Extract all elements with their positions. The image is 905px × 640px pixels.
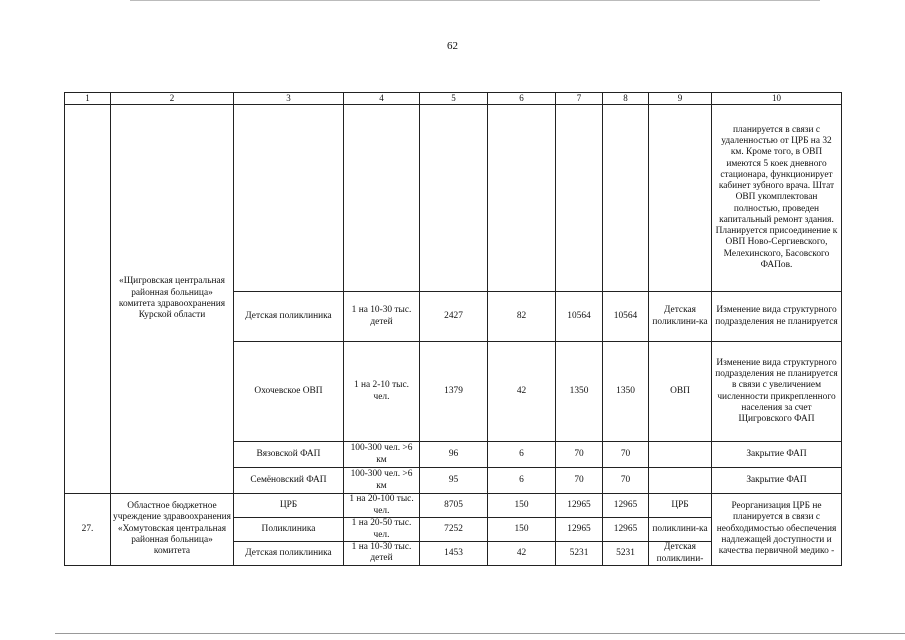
column-number: 7 [556, 93, 603, 105]
empty-cell [556, 105, 603, 292]
value-cell: 7252 [420, 518, 488, 542]
unit-name: Вязовской ФАП [234, 442, 344, 468]
empty-cell [603, 105, 649, 292]
value-cell: 42 [488, 542, 556, 566]
note-cell [712, 105, 842, 292]
value-cell: 70 [556, 468, 603, 494]
organization-name: «Щигровская центральная районная больница» комитета здравоохранения Курской области [118, 276, 226, 321]
organization-name-cell [111, 494, 234, 566]
unit-type-cell: Детская поликлини-ка [649, 292, 712, 342]
column-number: 9 [649, 93, 712, 105]
value-cell: 70 [556, 442, 603, 468]
unit-type-cell [649, 442, 712, 468]
norm-cell: 100-300 чел. >6 км [344, 442, 420, 468]
unit-name: Поликлиника [234, 518, 344, 542]
note-text: планируется в связи с удаленностью от ЦРБ на 32 км. Кроме того, в ОВП имеются 5 коек дневного стационара, функционирует кабинет зубного врача. Штат ОВП укомплектован полностью, проведен капитальный ремонт здания. Планируется присоединение к ОВП Ново-Сергиевского, Мелехинского, Басовского ФАПов. [715, 124, 838, 271]
value-cell: 95 [420, 468, 488, 494]
note-cell [712, 494, 842, 566]
table-row [65, 105, 842, 292]
value-cell: 6 [488, 468, 556, 494]
unit-name: ЦРБ [234, 494, 344, 518]
note-cell: Закрытие ФАП [712, 468, 842, 494]
empty-cell [344, 105, 420, 292]
value-cell: 12965 [603, 518, 649, 542]
value-cell: 5231 [556, 542, 603, 566]
value-cell: 1453 [420, 542, 488, 566]
organization-name-cell [111, 105, 234, 494]
value-cell: 96 [420, 442, 488, 468]
organization-name: Областное бюджетное учреждение здравоохранения «Хомутовская центральная районная больница» комитета [113, 501, 231, 557]
note-text: Изменение вида структурного подразделения не планируется [715, 305, 838, 327]
value-cell: 12965 [556, 518, 603, 542]
row-number-cell: 27. [65, 494, 111, 566]
value-cell: 82 [488, 292, 556, 342]
facilities-table [64, 92, 842, 566]
unit-name: Детская поликлиника [234, 542, 344, 566]
value-cell: 8705 [420, 494, 488, 518]
value-cell: 12965 [603, 494, 649, 518]
unit-type-cell: ЦРБ [649, 494, 712, 518]
value-cell: 150 [488, 518, 556, 542]
unit-name: Детская поликлиника [234, 292, 344, 342]
norm-cell: 1 на 2-10 тыс. чел. [344, 342, 420, 442]
table-row [65, 494, 842, 518]
column-number-row [65, 93, 842, 105]
norm-cell: 100-300 чел. >6 км [344, 468, 420, 494]
note-text: Реорганизация ЦРБ не планируется в связи с необходимостью обеспечения надлежащей доступности и качества первичной медико - [716, 501, 837, 557]
empty-cell [234, 105, 344, 292]
value-cell: 10564 [556, 292, 603, 342]
value-cell: 6 [488, 442, 556, 468]
value-cell: 1379 [420, 342, 488, 442]
unit-type-cell: поликлини-ка [649, 518, 712, 542]
empty-cell [649, 105, 712, 292]
unit-name: Охочевское ОВП [234, 342, 344, 442]
column-number: 2 [111, 93, 234, 105]
value-cell: 12965 [556, 494, 603, 518]
unit-type-cell: ОВП [649, 342, 712, 442]
norm-cell: 1 на 10-30 тыс. детей [344, 292, 420, 342]
note-cell [712, 342, 842, 442]
column-number: 1 [65, 93, 111, 105]
value-cell: 42 [488, 342, 556, 442]
note-text: Изменение вида структурного подразделения не планируется в связи с увеличением численности прикрепленного населения за счет Щигровского ФАП [715, 357, 838, 425]
norm-cell: 1 на 10-30 тыс. детей [344, 542, 420, 566]
value-cell: 2427 [420, 292, 488, 342]
unit-name: Семёновский ФАП [234, 468, 344, 494]
column-number: 8 [603, 93, 649, 105]
value-cell: 1350 [603, 342, 649, 442]
value-cell: 70 [603, 442, 649, 468]
column-number: 4 [344, 93, 420, 105]
scan-edge-top [130, 0, 820, 1]
norm-cell: 1 на 20-50 тыс. чел. [344, 518, 420, 542]
page-number: 62 [447, 40, 458, 52]
unit-type-cell [649, 542, 712, 566]
value-cell: 10564 [603, 292, 649, 342]
empty-cell [488, 105, 556, 292]
column-number: 6 [488, 93, 556, 105]
column-number: 5 [420, 93, 488, 105]
note-cell: Закрытие ФАП [712, 442, 842, 468]
column-number: 10 [712, 93, 842, 105]
value-cell: 1350 [556, 342, 603, 442]
column-number: 3 [234, 93, 344, 105]
norm-cell: 1 на 20-100 тыс. чел. [344, 494, 420, 518]
scan-edge-bottom [55, 633, 905, 634]
value-cell: 70 [603, 468, 649, 494]
value-cell: 5231 [603, 542, 649, 566]
unit-type-cell [649, 468, 712, 494]
row-number-cell [65, 105, 111, 494]
value-cell: 150 [488, 494, 556, 518]
empty-cell [420, 105, 488, 292]
unit-type-text: Детская поликлини- [656, 542, 704, 564]
note-cell [712, 292, 842, 342]
